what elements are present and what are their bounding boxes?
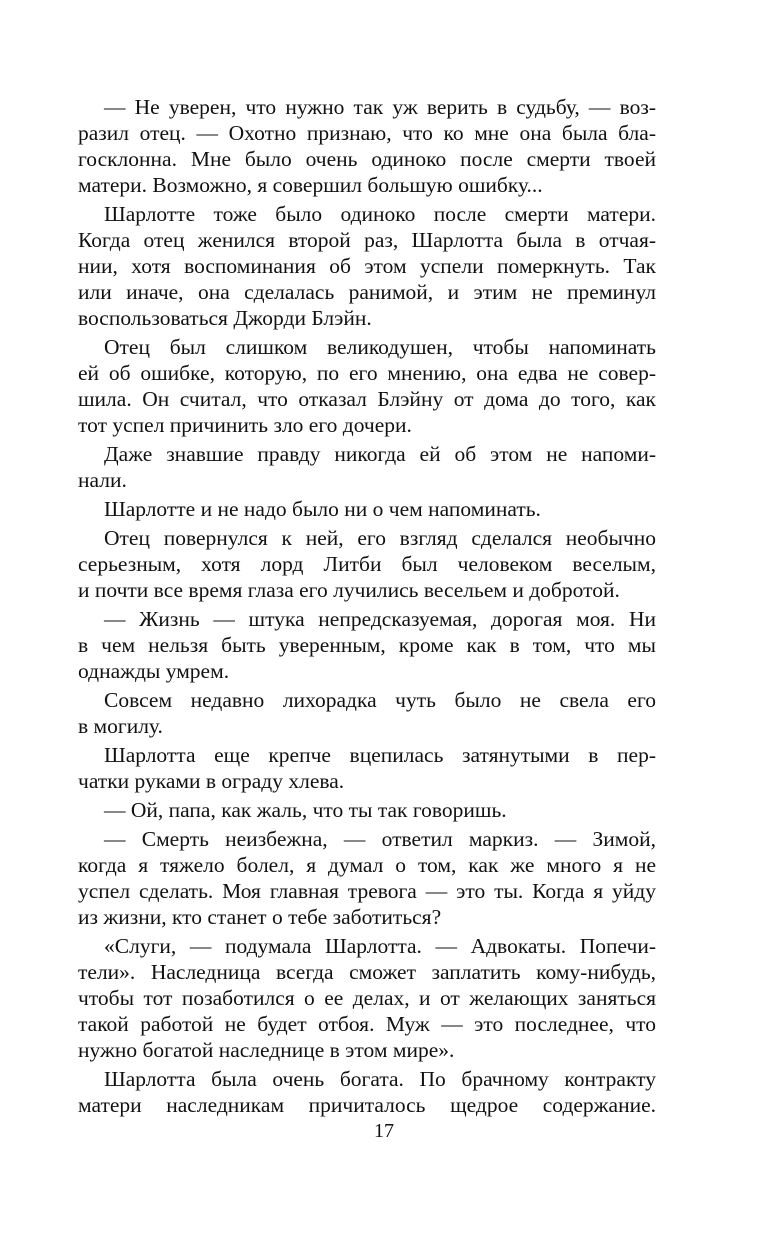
- text-line: тот успел причинить зло его дочери.: [78, 413, 412, 437]
- text-line: чатки руками в ограду хлева.: [78, 769, 345, 793]
- text-line: матери наследникам причиталось щедрое содержание.: [78, 1093, 656, 1117]
- text-line: успел сделать. Моя главная тревога — это ты. Когда я уйду: [78, 879, 656, 903]
- paragraph: [78, 496, 656, 522]
- text-line: Отец повернулся к ней, его взгляд сделался необычно: [104, 526, 656, 550]
- text-line: — Не уверен, что нужно так уж верить в судьбу, — воз-: [104, 95, 656, 119]
- paragraph: [78, 742, 656, 794]
- text-line: шила. Он считал, что отказал Блэйну от дома до того, как: [78, 387, 656, 411]
- text-line: Даже знавшие правду никогда ей об этом не напоми-: [104, 442, 656, 466]
- text-line: нали.: [78, 468, 127, 492]
- text-line: «Слуги, — подумала Шарлотта. — Адвокаты. Попечи-: [104, 934, 656, 958]
- text-line: Шарлотта была очень богата. По брачному контракту: [104, 1067, 656, 1091]
- text-line: разил отец. — Охотно признаю, что ко мне она была бла-: [78, 121, 656, 145]
- text-line: Шарлотта еще крепче вцепилась затянутыми в пер-: [104, 743, 656, 767]
- paragraph: [78, 94, 656, 198]
- paragraph: [78, 687, 656, 739]
- text-line: и почти все время глаза его лучились весельем и добротой.: [78, 578, 620, 602]
- paragraph: [78, 201, 656, 331]
- paragraph: [78, 441, 656, 493]
- text-line: когда я тяжело болел, я думал о том, как же много я не: [78, 853, 656, 877]
- text-line: ей об ошибке, которую, по его мнению, она едва не совер-: [78, 361, 656, 385]
- text-line: нии, хотя воспоминания об этом успели померкнуть. Так: [78, 254, 656, 278]
- paragraph: [78, 334, 656, 438]
- text-line: однажды умрем.: [78, 659, 230, 683]
- text-line: — Смерть неизбежна, — ответил маркиз. — Зимой,: [104, 827, 656, 851]
- text-line: — Жизнь — штука непредсказуемая, дорогая моя. Ни: [104, 607, 656, 631]
- text-line: из жизни, кто станет о тебе заботиться?: [78, 905, 442, 929]
- text-line: воспользоваться Джорди Блэйн.: [78, 306, 372, 330]
- page-number: 17: [374, 1120, 394, 1142]
- text-line: Совсем недавно лихорадка чуть было не свела его: [104, 688, 656, 712]
- paragraph: [78, 826, 656, 930]
- text-line: тели». Наследница всегда сможет заплатить кому-нибудь,: [78, 960, 656, 984]
- paragraph: [78, 1066, 656, 1118]
- text-line: Когда отец женился второй раз, Шарлотта была в отчая-: [78, 228, 656, 252]
- paragraph: [78, 606, 656, 684]
- text-line: в чем нельзя быть уверенным, кроме как в том, что мы: [78, 633, 656, 657]
- text-line: — Ой, папа, как жаль, что ты так говоришь.: [104, 798, 507, 822]
- paragraph: [78, 525, 656, 603]
- text-line: в могилу.: [78, 714, 163, 738]
- text-line: чтобы тот позаботился о ее делах, и от желающих заняться: [78, 986, 656, 1010]
- text-line: матери. Возможно, я совершил большую ошибку...: [78, 173, 543, 197]
- text-line: нужно богатой наследнице в этом мире».: [78, 1038, 455, 1062]
- text-line: Отец был слишком великодушен, чтобы напоминать: [104, 335, 656, 359]
- book-page-text: [78, 94, 656, 1118]
- paragraph: [78, 797, 656, 823]
- text-line: госклонна. Мне было очень одиноко после смерти твоей: [78, 147, 656, 171]
- text-line: Шарлотте тоже было одиноко после смерти матери.: [104, 202, 656, 226]
- paragraph: [78, 933, 656, 1063]
- text-line: Шарлотте и не надо было ни о чем напоминать.: [104, 497, 541, 521]
- text-line: серьезным, хотя лорд Литби был человеком веселым,: [78, 552, 656, 576]
- text-line: или иначе, она сделалась ранимой, и этим не преминул: [78, 280, 656, 304]
- text-line: такой работой не будет отбоя. Муж — это последнее, что: [78, 1012, 656, 1036]
